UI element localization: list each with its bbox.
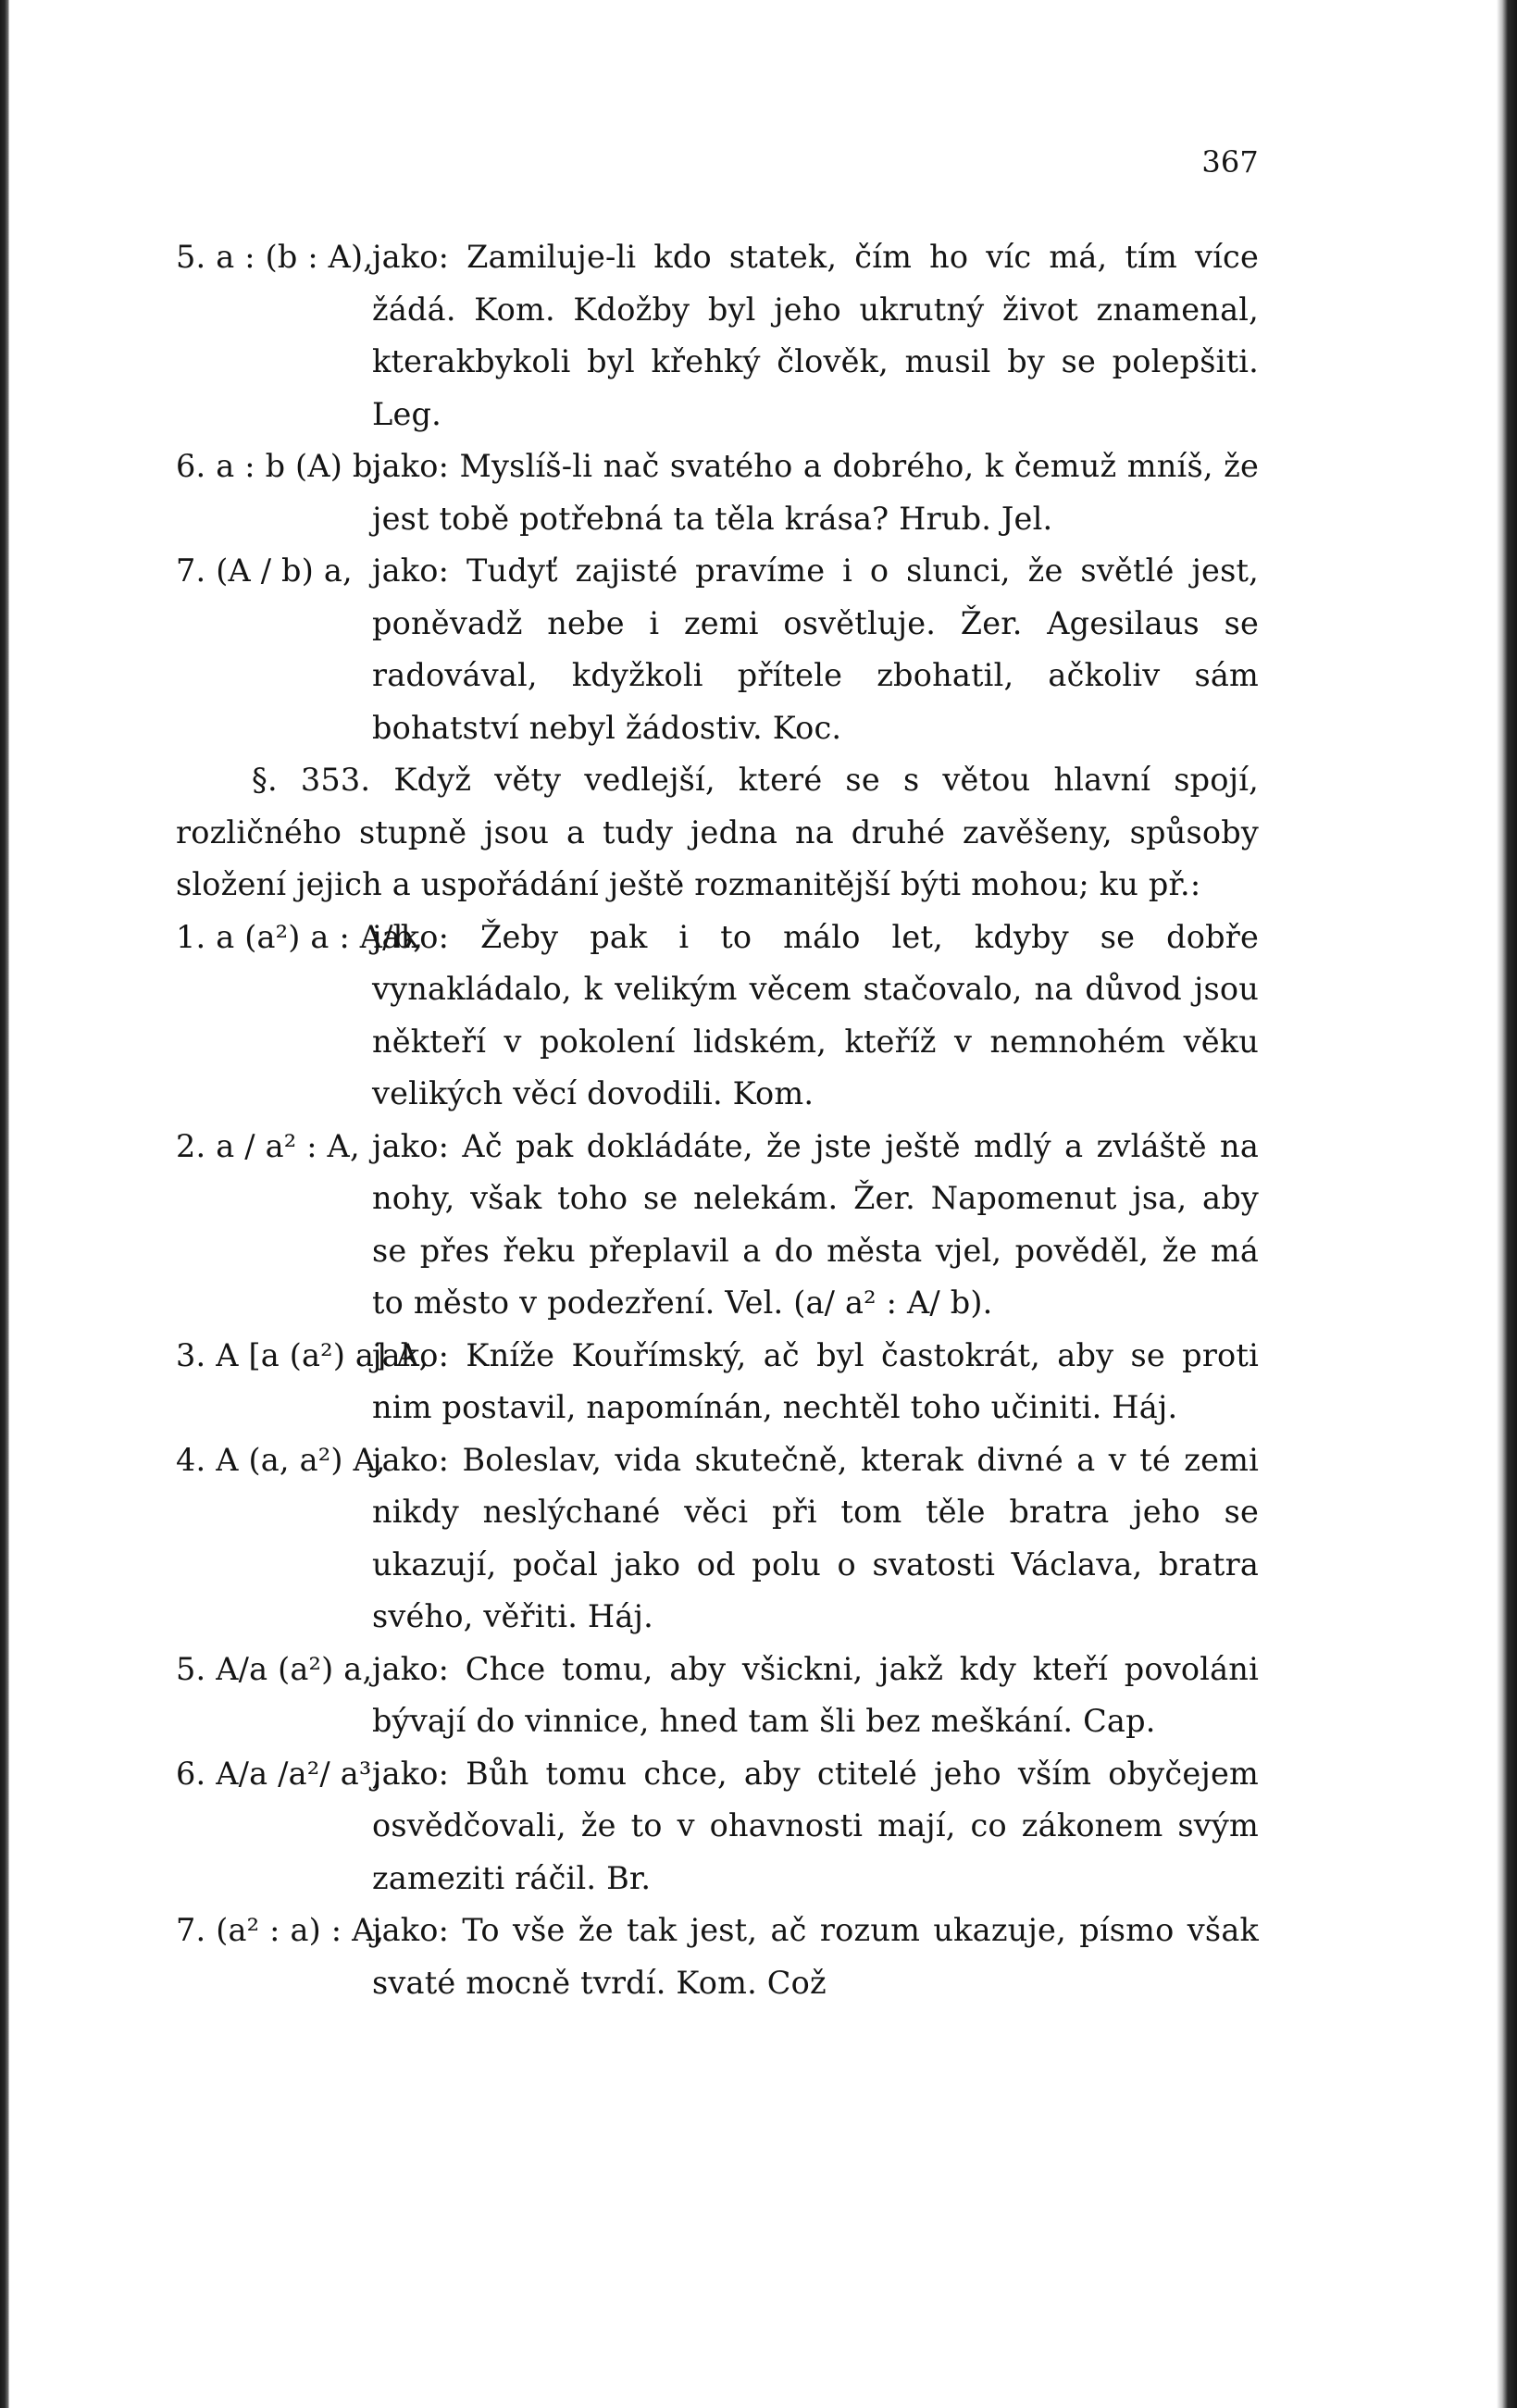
example-list [176, 912, 1259, 2010]
formula: 5. a : (b : A), [176, 239, 374, 275]
page-number: 367 [1201, 144, 1259, 180]
list-item [176, 1330, 1259, 1434]
example-text: jako: Žeby pak i to málo let, kdyby se dobře vynakládalo, k velikým věcem stačovalo, na důvod jsou někteří v pokolení lidském, kteříž v nemnohém věku velikých věcí dovodili. Kom. [372, 918, 1259, 1111]
formula: 7. (a² : a) : A, [176, 1912, 385, 1948]
scan-left-edge [0, 0, 9, 2408]
example-text: jako: Kníže Kouřímský, ač byl častokrát, aby se proti nim postavil, napomínán, nechtěl toho učiniti. Háj. [372, 1336, 1259, 1425]
formula: 5. A/a (a²) a, [176, 1650, 373, 1687]
formula: 6. a : b (A) b, [176, 448, 383, 484]
formula: 3. A [a (a²) a] A, [176, 1336, 429, 1373]
list-item [176, 1121, 1259, 1330]
example-text: jako: Myslíš-li nač svatého a dobrého, k čemuž mníš, že jest tobě potřebná ta těla krása? Hrub. Jel. [372, 448, 1259, 537]
formula: 7. (A / b) a, [176, 552, 353, 589]
list-item [176, 545, 1259, 754]
list-item [176, 1644, 1259, 1748]
formula: 2. a / a² : A, [176, 1127, 360, 1164]
list-item [176, 1905, 1259, 2009]
example-text: jako: Zamiluje-li kdo statek, čím ho víc má, tím více žádá. Kom. Kdožby byl jeho ukrutný život znamenal, kterakbykoli byl křehký člověk, musil by se polepšiti. Leg. [372, 239, 1259, 432]
example-text: jako: To vše že tak jest, ač rozum ukazuje, písmo však svaté mocně tvrdí. Kom. Což [372, 1912, 1259, 2001]
example-text: jako: Ač pak dokládáte, že jste ještě mdlý a zvláště na nohy, však toho se nelekám. Žer. Napomenut jsa, aby se přes řeku přeplavil a do města vjel, pověděl, že má to město v podezření. Vel. (a/ a² : A/ b). [372, 1127, 1259, 1321]
list-item [176, 231, 1259, 441]
list-item [176, 441, 1259, 545]
example-text: jako: Bůh tomu chce, aby ctitelé jeho vším obyčejem osvědčovali, že to v ohavnosti mají, co zákonem svým zameziti ráčil. Br. [372, 1755, 1259, 1896]
formula: 6. A/a /a²/ a³, [176, 1755, 382, 1792]
formula: 4. A (a, a²) A, [176, 1441, 386, 1478]
list-item [176, 1434, 1259, 1644]
example-text: jako: Boleslav, vida skutečně, kterak divné a v té zemi nikdy neslýchané věci při tom těle bratra jeho se ukazují, počal jako od polu o svatosti Václava, bratra svého, věřiti. Háj. [372, 1441, 1259, 1634]
formula: 1. a (a²) a : A/b, [176, 918, 424, 955]
example-list-continued [176, 231, 1259, 754]
scan-right-edge [1497, 0, 1517, 2408]
book-page [176, 139, 1259, 2009]
example-text: jako: Tudyť zajisté pravíme i o slunci, že světlé jest, poněvadž nebe i zemi osvětluje. Žer. Agesilaus se radovával, kdyžkoli přítele zbohatil, ačkoliv sám bohatství nebyl žádostiv. Koc. [372, 552, 1259, 746]
list-item [176, 1748, 1259, 1905]
section-353-paragraph: §. 353. Když věty vedlejší, které se s větou hlavní spojí, rozličného stupně jsou a tudy jedna na druhé zavěšeny, spůsoby složení jejich a uspořádání ještě rozmanitější býti mohou; ku př.: [176, 762, 1259, 902]
example-text: jako: Chce tomu, aby všickni, jakž kdy kteří povoláni bývají do vinnice, hned tam šli bez meškání. Cap. [372, 1650, 1259, 1739]
list-item [176, 912, 1259, 1121]
